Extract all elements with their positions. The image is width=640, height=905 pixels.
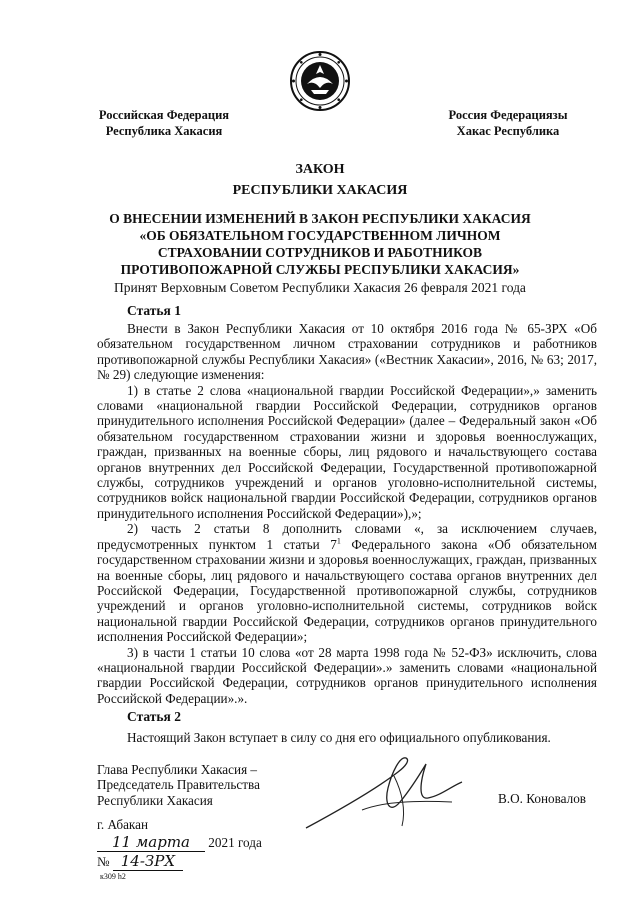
- subtitle-line1: О ВНЕСЕНИИ ИЗМЕНЕНИЙ В ЗАКОН РЕСПУБЛИКИ ХАКАСИЯ: [109, 211, 531, 226]
- article-1-intro: Внести в Закон Республики Хакасия от 10 октября 2016 года № 65-ЗРХ «Об обязательном государственном личном страховании сотрудников и работников противопожарной службы Республики Хакасия» («Вестник Хакасии», 2016, № 63; 2017, № 29) следующие изменения:: [97, 321, 597, 383]
- header-left-line2: Республика Хакасия: [105, 124, 223, 138]
- header-left: [84, 107, 244, 139]
- article-1-item-1: 1) в статье 2 слова «национальной гвардии Российской Федерации»,» заменить словами «национальной гвардии Российской Федерации, сотрудников органов принудительного исполнения Российской Федерации» (далее – Федеральный закон «Об обязательном государственном страховании жизни и здоровья военнослужащих, граждан, призванных на военные сборы, лиц рядового и начальствующего состава органов внутренних дел Российской Федерации, Государственной противопожарной службы, сотрудников учреждений и органов уголовно-исполнительной системы, сотрудников войск национальной гвардии Российской Федерации, сотрудников органов принудительного исполнения Российской Федерации»),»;: [97, 382, 597, 521]
- article-2-text: Настоящий Закон вступает в силу со дня его официального опубликования.: [127, 730, 551, 745]
- signatory-title-line3: Республики Хакасия: [97, 792, 213, 808]
- article-1-item-2: [97, 521, 597, 644]
- handwritten-number: 14-ЗРХ: [113, 852, 183, 871]
- signatory-title-line2: Председатель Правительства: [97, 777, 260, 793]
- signatory-title: [97, 762, 260, 808]
- article-2-heading: Статья 2: [127, 709, 181, 724]
- article-1-body: [97, 321, 597, 706]
- subtitle-line2: «ОБ ОБЯЗАТЕЛЬНОМ ГОСУДАРСТВЕННОМ ЛИЧНОМ: [139, 228, 501, 243]
- number-sign: №: [97, 854, 110, 869]
- adoption-note: Принят Верховным Советом Республики Хакасия 26 февраля 2021 года: [114, 280, 526, 295]
- law-number: [97, 852, 217, 871]
- khakassia-coat-of-arms-icon: [289, 50, 351, 112]
- document-title-republic: РЕСПУБЛИКИ ХАКАСИЯ: [232, 183, 408, 198]
- article-1-heading: Статья 1: [127, 303, 181, 318]
- signing-city: г. Абакан: [97, 817, 149, 832]
- header-right-line2: Хакас Республика: [456, 124, 560, 138]
- item-2-text-b: Федерального закона «Об обязательном государственном страховании жизни и здоровья военнослужащих, граждан, призванных на военные сборы, лиц рядового и начальствующего состава органов внутренних дел Российской Федерации, Государственной противопожарной службы, сотрудников учреждений и органов уголовно-исполнительной системы, сотрудников войск национальной гвардии Российской Федерации, сотрудников органов принудительного исполнения Российской Федерации»;: [97, 536, 597, 645]
- header-right: [428, 107, 588, 139]
- date-year: 2021 года: [208, 835, 262, 850]
- signatory-name: В.О. Коновалов: [498, 791, 587, 806]
- law-subtitle: [40, 210, 600, 278]
- document-title: ЗАКОН: [295, 162, 345, 177]
- article-1-item-3: 3) в части 1 статьи 10 слова «от 28 марта 1998 года № 52-ФЗ» исключить, слова «национальной гвардии Российской Федерации».» заменить словами «национальной гвардии Российской Федерации, сотрудников органов принудительного исполнения Российской Федерации».».: [97, 644, 597, 706]
- handwritten-signature: [302, 752, 472, 834]
- signing-date: [97, 833, 297, 851]
- handwritten-date: 11 марта: [97, 833, 205, 852]
- subtitle-line3: СТРАХОВАНИИ СОТРУДНИКОВ И РАБОТНИКОВ: [157, 245, 483, 260]
- signatory-title-line1: Глава Республики Хакасия –: [97, 762, 258, 777]
- subtitle-line4: ПРОТИВОПОЖАРНОЙ СЛУЖБЫ РЕСПУБЛИКИ ХАКАСИЯ»: [120, 262, 520, 277]
- header-right-line1: Россия Федерациязы: [448, 108, 568, 122]
- document-code: к309 h2: [100, 872, 126, 881]
- item-2-text-a: 2) часть 2 статьи 8 дополнить словами «, за исключением случаев, предусмотренных пунктом 1 статьи 7: [97, 521, 597, 552]
- item-2-superscript: 1: [336, 536, 341, 546]
- header-left-line1: Российская Федерация: [98, 108, 230, 122]
